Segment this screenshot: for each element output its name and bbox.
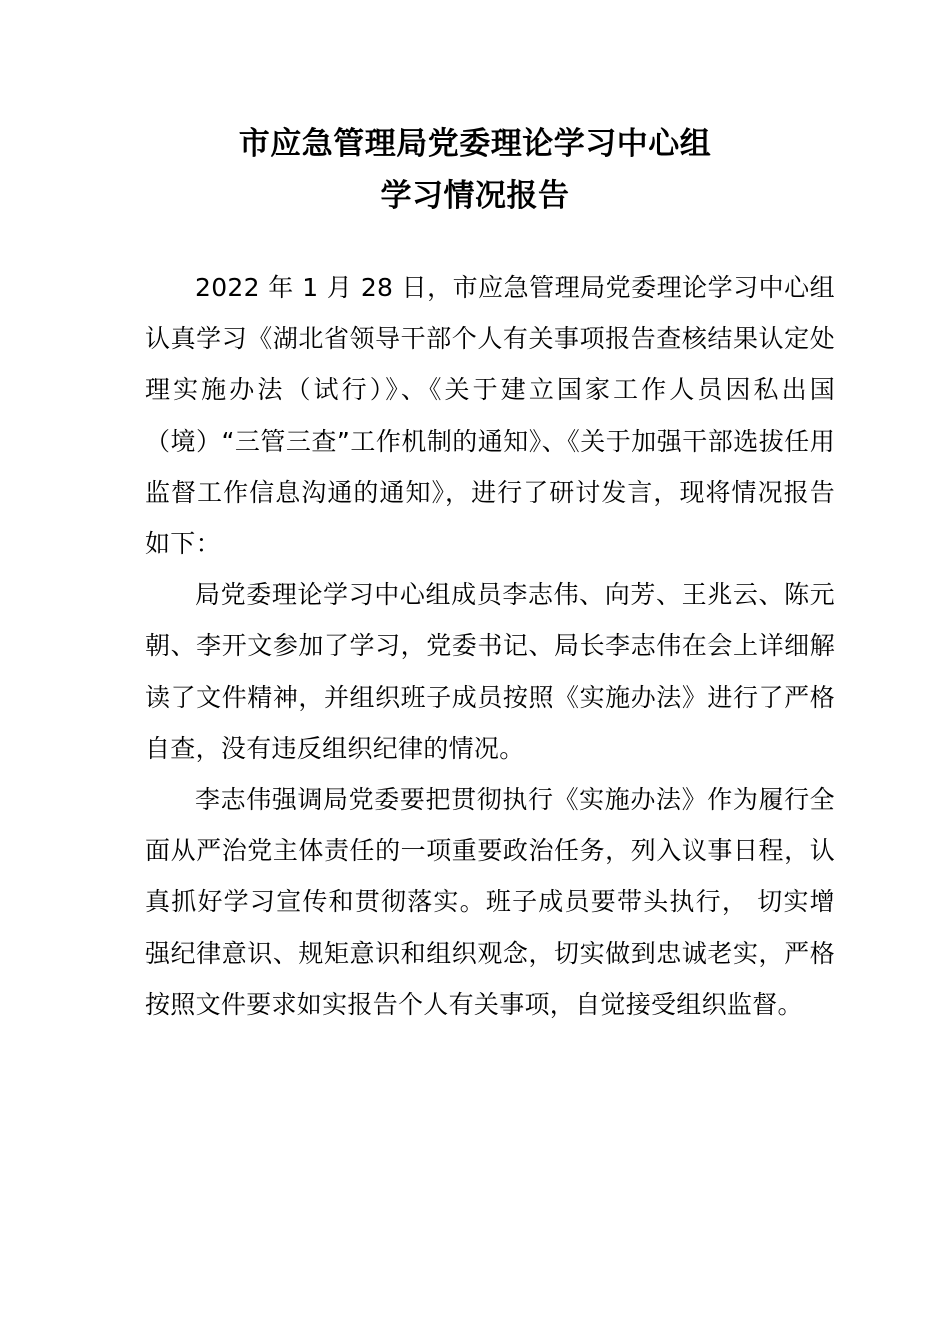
document-title [0, 118, 950, 222]
paragraph-2: 局党委理论学习中心组成员李志伟、向芳、王兆云、陈元朝、李开文参加了学习，党委书记、局长李志伟在会上详细解读了文件精神，并组织班子成员按照《实施办法》进行了严格自查，没有违反组织纪律的情况。 [145, 580, 835, 763]
document-body [145, 262, 835, 1030]
title-line-2: 学习情况报告 [380, 178, 570, 214]
paragraph-1: 2022 年 1 月 28 日，市应急管理局党委理论学习中心组认真学习《湖北省领导干部个人有关事项报告查核结果认定处理实施办法（试行）》、《关于建立国家工作人员因私出国（境）“三管三查”工作机制的通知》、《关于加强干部选拔任用监督工作信息沟通的通知》，进行了研讨发言，现将情况报告如下： [145, 273, 835, 559]
title-line-1: 市应急管理局党委理论学习中心组 [238, 126, 712, 162]
paragraph-3: 李志伟强调局党委要把贯彻执行《实施办法》作为履行全面从严治党主体责任的一项重要政治任务，列入议事日程，认真抓好学习宣传和贯彻落实。班子成员要带头执行， 切实增强纪律意识、规矩意识和组织观念，切实做到忠诚老实，严格按照文件要求如实报告个人有关事项，自觉接受组织监督。 [145, 785, 835, 1019]
